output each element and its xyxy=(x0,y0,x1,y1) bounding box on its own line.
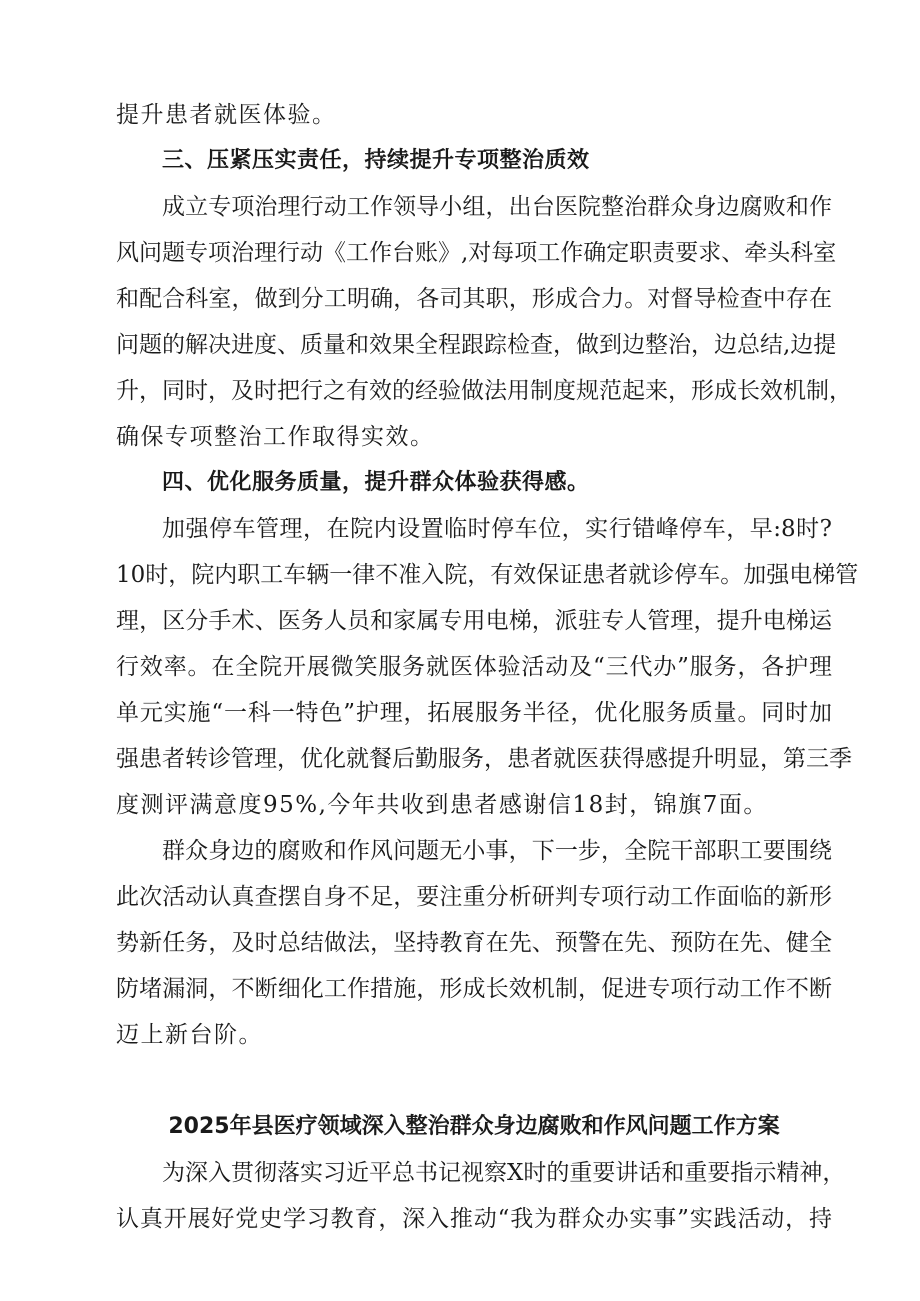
section-3-paragraph xyxy=(116,184,852,460)
paragraph-line: 此次活动认真查摆自身不足，要注重分析研判专项行动工作面临的新形 xyxy=(116,884,832,910)
closing-paragraph xyxy=(116,828,832,1058)
section-4-paragraph xyxy=(116,506,859,828)
paragraph-line: 防堵漏洞，不断细化工作措施，形成长效机制，促进专项行动工作不断 xyxy=(116,976,832,1002)
blank-line xyxy=(116,1058,832,1104)
paragraph-line: 单元实施“一科一特色”护理，拓展服务半径，优化服务质量。同时加 xyxy=(116,700,832,726)
paragraph-line: 问题的解决进度、质量和效果全程跟踪检查，做到边整治，边总结,边提 xyxy=(116,332,837,358)
paragraph-line: 和配合科室，做到分工明确，各司其职，形成合力。对督导检查中存在 xyxy=(116,286,832,312)
paragraph-line: 风问题专项治理行动《工作台账》,对每项工作确定职责要求、牵头科室 xyxy=(116,240,837,266)
paragraph-line: 成立专项治理行动工作领导小组，出台医院整治群众身边腐败和作 xyxy=(162,194,832,220)
paragraph-line: 升，同时，及时把行之有效的经验做法用制度规范起来，形成长效机制， xyxy=(116,378,852,404)
intro-paragraph xyxy=(116,1150,846,1242)
paragraph-line: 势新任务，及时总结做法，坚持教育在先、预警在先、预防在先、健全 xyxy=(116,930,832,956)
section-3-heading: 三、压紧压实责任，持续提升专项整治质效 xyxy=(162,148,590,173)
paragraph-line: 10时，院内职工车辆一律不准入院，有效保证患者就诊停车。加强电梯管 xyxy=(116,562,859,588)
paragraph-line: 迈上新台阶。 xyxy=(116,1022,263,1048)
paragraph-line: 认真开展好党史学习教育，深入推动“我为群众办实事”实践活动，持 xyxy=(116,1206,832,1232)
paragraph-line: 强患者转诊管理，优化就餐后勤服务，患者就医获得感提升明显，第三季 xyxy=(116,746,852,772)
paragraph-line: 确保专项整治工作取得实效。 xyxy=(116,424,435,450)
document-page xyxy=(116,92,859,1242)
paragraph-tail-line: 提升患者就医体验。 xyxy=(116,102,337,128)
paragraph-line: 度测评满意度95%,今年共收到患者感谢信18封，锦旗7面。 xyxy=(116,792,768,818)
paragraph-line: 为深入贯彻落实习近平总书记视察X时的重要讲话和重要指示精神， xyxy=(162,1160,846,1186)
paragraph-line: 行效率。在全院开展微笑服务就医体验活动及“三代办”服务，各护理 xyxy=(116,654,832,680)
paragraph-line: 群众身边的腐败和作风问题无小事，下一步，全院干部职工要围绕 xyxy=(162,838,832,864)
section-4-heading: 四、优化服务质量，提升群众体验获得感。 xyxy=(162,470,590,495)
paragraph-line: 加强停车管理，在院内设置临时停车位，实行错峰停车，早:8时? xyxy=(162,516,832,542)
paragraph-line: 理，区分手术、医务人员和家属专用电梯，派驻专人管理，提升电梯运 xyxy=(116,608,832,634)
document-title: 2025年县医疗领域深入整治群众身边腐败和作风问题工作方案 xyxy=(168,1114,780,1139)
